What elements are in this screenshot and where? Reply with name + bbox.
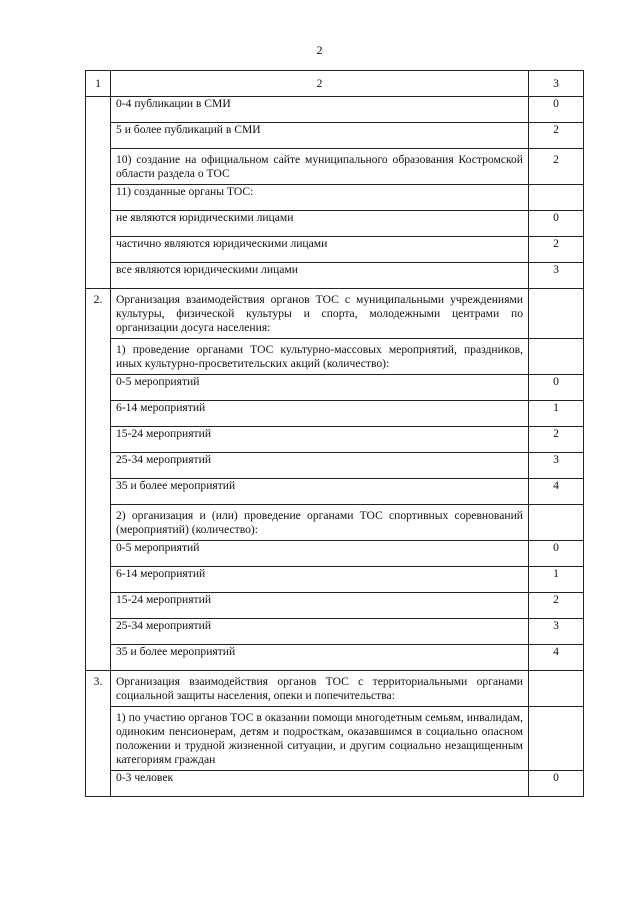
- table-row: [86, 505, 584, 541]
- table-row: [86, 427, 584, 453]
- criterion-text: 6-14 мероприятий: [111, 567, 529, 593]
- score-value: 0: [529, 771, 584, 797]
- table-row: [86, 211, 584, 237]
- criteria-table: [85, 70, 584, 797]
- table-row: [86, 453, 584, 479]
- table-row: [86, 401, 584, 427]
- table-row: [86, 97, 584, 123]
- table-row: [86, 707, 584, 771]
- criterion-text: 0-3 человек: [111, 771, 529, 797]
- table-row: [86, 671, 584, 707]
- table-row: [86, 479, 584, 505]
- criterion-text: 0-5 мероприятий: [111, 541, 529, 567]
- table-row: [86, 541, 584, 567]
- criterion-text: частично являются юридическими лицами: [111, 237, 529, 263]
- header-col-1: 1: [86, 71, 111, 97]
- score-value: 2: [529, 149, 584, 185]
- page-number: 2: [316, 43, 323, 57]
- criterion-text: Организация взаимодействия органов ТОС с муниципальными учреждениями культуры, физической культуры и спорта, молодежными центрами по организации досуга населения:: [111, 289, 529, 339]
- table-row: [86, 771, 584, 797]
- criterion-text: 35 и более мероприятий: [111, 645, 529, 671]
- table-row: [86, 567, 584, 593]
- criterion-text: все являются юридическими лицами: [111, 263, 529, 289]
- score-value: 4: [529, 645, 584, 671]
- criterion-text: 15-24 мероприятий: [111, 427, 529, 453]
- criterion-text: 0-5 мероприятий: [111, 375, 529, 401]
- score-value: 2: [529, 237, 584, 263]
- table-row: [86, 645, 584, 671]
- table-row: [86, 375, 584, 401]
- header-col-3: 3: [529, 71, 584, 97]
- score-value: 3: [529, 619, 584, 645]
- score-value: 0: [529, 541, 584, 567]
- criterion-text: 6-14 мероприятий: [111, 401, 529, 427]
- header-col-2: 2: [111, 71, 529, 97]
- table-row: [86, 289, 584, 339]
- criterion-text: 11) созданные органы ТОС:: [111, 185, 529, 211]
- row-number: 2.: [86, 289, 111, 671]
- criterion-text: 25-34 мероприятий: [111, 453, 529, 479]
- score-value: 3: [529, 263, 584, 289]
- table-row: [86, 237, 584, 263]
- row-number: 3.: [86, 671, 111, 797]
- score-value: 1: [529, 567, 584, 593]
- score-value: 0: [529, 375, 584, 401]
- score-value: 3: [529, 453, 584, 479]
- criterion-text: 0-4 публикации в СМИ: [111, 97, 529, 123]
- criterion-text: Организация взаимодействия органов ТОС с территориальными органами социальной защиты населения, опеки и попечительства:: [111, 671, 529, 707]
- table-row: [86, 185, 584, 211]
- criterion-text: 5 и более публикаций в СМИ: [111, 123, 529, 149]
- criterion-text: 35 и более мероприятий: [111, 479, 529, 505]
- score-value: [529, 671, 584, 707]
- criterion-text: 25-34 мероприятий: [111, 619, 529, 645]
- row-number: [86, 97, 111, 289]
- criterion-text: 2) организация и (или) проведение органами ТОС спортивных соревнований (мероприятий) (количество):: [111, 505, 529, 541]
- table-header-row: [86, 71, 584, 97]
- score-value: [529, 289, 584, 339]
- table-row: [86, 339, 584, 375]
- table-row: [86, 263, 584, 289]
- table-row: [86, 123, 584, 149]
- table-row: [86, 619, 584, 645]
- score-value: 0: [529, 97, 584, 123]
- score-value: 2: [529, 123, 584, 149]
- score-value: 2: [529, 427, 584, 453]
- criterion-text: 1) по участию органов ТОС в оказании помощи многодетным семьям, инвалидам, одиноким пенсионерам, детям и подросткам, оказавшимся в социально опасном положении и трудной жизненной ситуации, и другим социально незащищенным категориям граждан: [111, 707, 529, 771]
- criterion-text: не являются юридическими лицами: [111, 211, 529, 237]
- score-value: 4: [529, 479, 584, 505]
- criterion-text: 1) проведение органами ТОС культурно-массовых мероприятий, праздников, иных культурно-просветительских акций (количество):: [111, 339, 529, 375]
- table-row: [86, 149, 584, 185]
- score-value: [529, 505, 584, 541]
- score-value: 1: [529, 401, 584, 427]
- score-value: [529, 707, 584, 771]
- criterion-text: 10) создание на официальном сайте муниципального образования Костромской области раздела о ТОС: [111, 149, 529, 185]
- score-value: [529, 185, 584, 211]
- criterion-text: 15-24 мероприятий: [111, 593, 529, 619]
- table-row: [86, 593, 584, 619]
- score-value: 0: [529, 211, 584, 237]
- score-value: 2: [529, 593, 584, 619]
- score-value: [529, 339, 584, 375]
